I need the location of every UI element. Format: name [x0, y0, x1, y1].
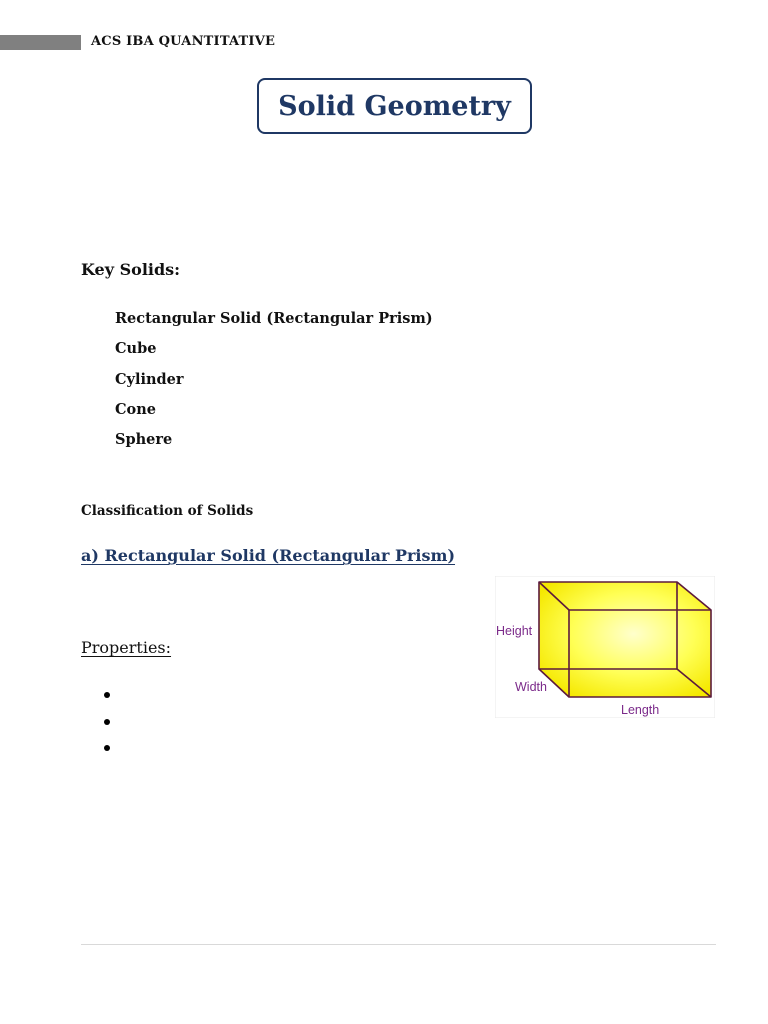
list-item: Sphere: [115, 431, 173, 449]
header-accent-bar: [0, 35, 81, 50]
title-box: [257, 78, 532, 134]
bullet-point: [104, 745, 110, 751]
page-title: Solid Geometry: [278, 90, 511, 122]
classification-heading: Classification of Solids: [81, 503, 254, 519]
list-item: Cylinder: [115, 370, 184, 388]
footer-divider: [81, 944, 716, 945]
rectangular-prism-figure: [495, 576, 715, 718]
list-item: Cone: [115, 400, 156, 418]
properties-label: Properties:: [81, 638, 172, 657]
key-solids-heading: Key Solids:: [81, 260, 181, 279]
height-label: Height: [496, 624, 533, 638]
section-a-heading: a) Rectangular Solid (Rectangular Prism): [81, 546, 456, 565]
prism-shape: [539, 582, 711, 697]
bullet-point: [104, 692, 110, 698]
running-header: ACS IBA QUANTITATIVE: [91, 34, 276, 49]
list-item: Rectangular Solid (Rectangular Prism): [115, 310, 433, 327]
width-label: Width: [515, 680, 547, 694]
key-solids-list: [115, 309, 433, 460]
bullet-point: [104, 719, 110, 725]
list-item: Cube: [115, 340, 157, 358]
length-label: Length: [621, 703, 660, 717]
